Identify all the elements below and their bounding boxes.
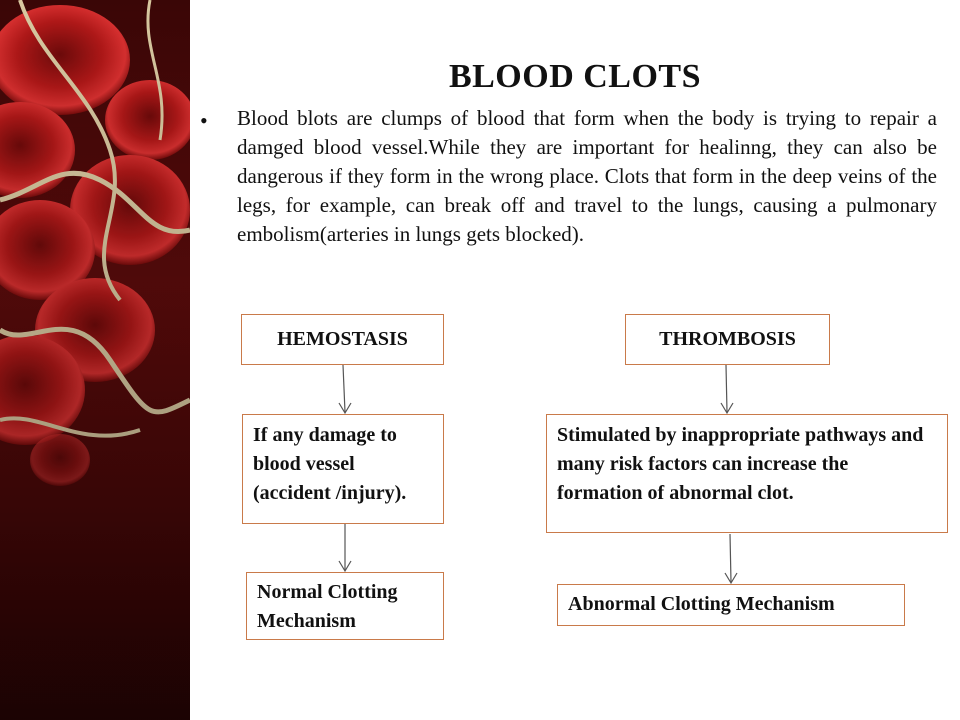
- thrombosis-outcome-box: [557, 584, 905, 626]
- red-blood-cells-image: [0, 0, 190, 720]
- thrombosis-description-box: [546, 414, 948, 533]
- bullet-paragraph: Blood blots are clumps of blood that form when the body is trying to repair a damged blood vessel.While they are important for healinng, they can also be dangerous if they form in the wrong place. Clots that form in the deep veins of the legs, for example, can break off and travel to the lungs, causing a pulmonary embolism(arteries in lungs gets blocked).: [237, 106, 937, 246]
- thrombosis-outcome: Abnormal Clotting Mechanism: [568, 593, 835, 615]
- blood-cells-image: [0, 0, 190, 720]
- arrow-thrombosis-description-to-outcome: [730, 534, 731, 582]
- hemostasis-outcome-box: [246, 572, 444, 640]
- hemostasis-description-box: [242, 414, 444, 524]
- arrow-thrombosis-to-description: [726, 365, 727, 412]
- bullet-marker: •: [200, 108, 208, 133]
- arrow-hemostasis-to-description: [343, 365, 345, 412]
- hemostasis-box: [241, 314, 444, 365]
- hemostasis-outcome: Normal Clotting Mechanism: [257, 581, 398, 632]
- thrombosis-box: [625, 314, 830, 365]
- hemostasis-label: HEMOSTASIS: [277, 328, 408, 350]
- thrombosis-description: Stimulated by inappropriate pathways and many risk factors can increase the formation of abnormal clot.: [557, 424, 924, 504]
- thrombosis-label: THROMBOSIS: [659, 328, 796, 350]
- hemostasis-description: If any damage to blood vessel (accident /injury).: [253, 424, 407, 504]
- slide-title: BLOOD CLOTS: [448, 58, 702, 95]
